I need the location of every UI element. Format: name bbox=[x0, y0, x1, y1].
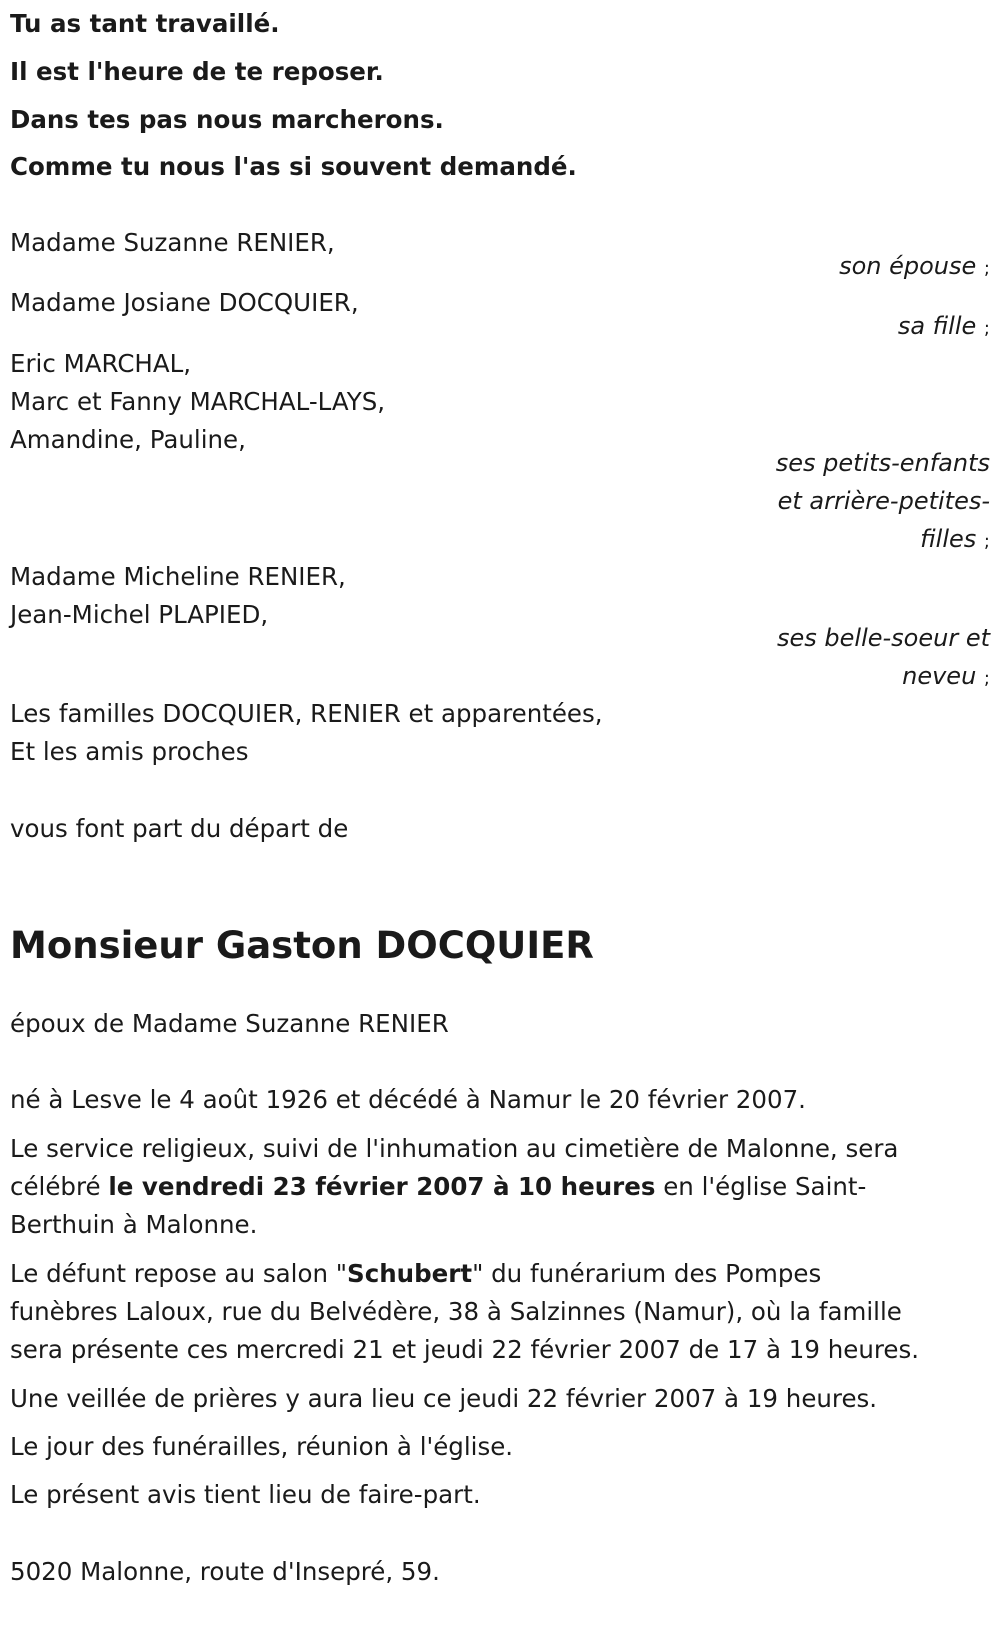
service-date: le vendredi 23 février 2007 à 10 heures bbox=[108, 1172, 656, 1201]
birth-death-line: né à Lesve le 4 août 1926 et décédé à Namur le 20 février 2007. bbox=[10, 1085, 806, 1114]
address-line: 5020 Malonne, route d'Insepré, 59. bbox=[10, 1557, 440, 1586]
relation-separator: ; bbox=[983, 258, 990, 279]
rest-line-3: sera présente ces mercredi 21 et jeudi 22 février 2007 de 17 à 19 heures. bbox=[10, 1335, 920, 1364]
relation-separator: ; bbox=[983, 531, 990, 552]
relation-grandchildren-line-1 bbox=[776, 444, 990, 482]
relation-text: son épouse bbox=[839, 252, 977, 280]
poem-line-2: Il est l'heure de te reposer. bbox=[10, 57, 384, 86]
vigil-line: Une veillée de prières y aura lieu ce jeudi 22 février 2007 à 19 heures. bbox=[10, 1384, 878, 1413]
family-name-inlaw-2: Jean-Michel PLAPIED, bbox=[10, 600, 269, 629]
rest-text: " du funérarium des Pompes bbox=[472, 1259, 822, 1288]
poem-line-3: Dans tes pas nous marcherons. bbox=[10, 105, 444, 134]
relation-text: sa fille bbox=[897, 312, 977, 340]
relation-grandchildren-line-2 bbox=[778, 482, 990, 520]
family-name-grandchild-2: Marc et Fanny MARCHAL-LAYS, bbox=[10, 387, 386, 416]
relation-text: et arrière-petites- bbox=[777, 487, 990, 515]
spouse-line: époux de Madame Suzanne RENIER bbox=[10, 1009, 449, 1038]
relation-daughter bbox=[898, 307, 990, 348]
rest-line-1 bbox=[10, 1255, 821, 1293]
family-name-grandchild-1: Eric MARCHAL, bbox=[10, 349, 192, 378]
relation-inlaws-line-2 bbox=[902, 657, 990, 698]
relation-text: ses belle-soeur et bbox=[777, 624, 990, 652]
relation-text: filles bbox=[920, 525, 977, 553]
announce-line: vous font part du départ de bbox=[10, 814, 349, 843]
relation-grandchildren-line-3 bbox=[920, 520, 990, 561]
family-name-daughter: Madame Josiane DOCQUIER, bbox=[10, 288, 359, 317]
service-line-3: Berthuin à Malonne. bbox=[10, 1210, 258, 1239]
family-name-grandchild-3: Amandine, Pauline, bbox=[10, 425, 246, 454]
deceased-name: Monsieur Gaston DOCQUIER bbox=[10, 924, 594, 967]
meeting-line: Le jour des funérailles, réunion à l'église. bbox=[10, 1432, 514, 1461]
rest-text: Le défunt repose au salon " bbox=[10, 1259, 348, 1288]
relation-separator: ; bbox=[983, 668, 990, 689]
relation-text: neveu bbox=[902, 662, 977, 690]
salon-name: Schubert bbox=[347, 1259, 473, 1288]
service-line-1: Le service religieux, suivi de l'inhumation au cimetière de Malonne, sera bbox=[10, 1134, 899, 1163]
family-name-inlaw-1: Madame Micheline RENIER, bbox=[10, 562, 346, 591]
rest-line-2: funèbres Laloux, rue du Belvédère, 38 à Salzinnes (Namur), où la famille bbox=[10, 1297, 902, 1326]
poem-line-4: Comme tu nous l'as si souvent demandé. bbox=[10, 152, 577, 181]
relation-separator: ; bbox=[983, 318, 990, 339]
notice-line: Le présent avis tient lieu de faire-part. bbox=[10, 1480, 481, 1509]
poem-line-1: Tu as tant travaillé. bbox=[10, 9, 280, 38]
relation-inlaws-line-1 bbox=[777, 619, 990, 657]
relation-text: ses petits-enfants bbox=[775, 449, 990, 477]
relation-spouse bbox=[839, 247, 990, 288]
service-text: en l'église Saint- bbox=[655, 1172, 867, 1201]
family-name-spouse: Madame Suzanne RENIER, bbox=[10, 228, 335, 257]
family-name-families: Les familles DOCQUIER, RENIER et apparentées, bbox=[10, 699, 603, 728]
service-line-2 bbox=[10, 1168, 866, 1206]
family-name-friends: Et les amis proches bbox=[10, 737, 249, 766]
service-text: célébré bbox=[10, 1172, 109, 1201]
